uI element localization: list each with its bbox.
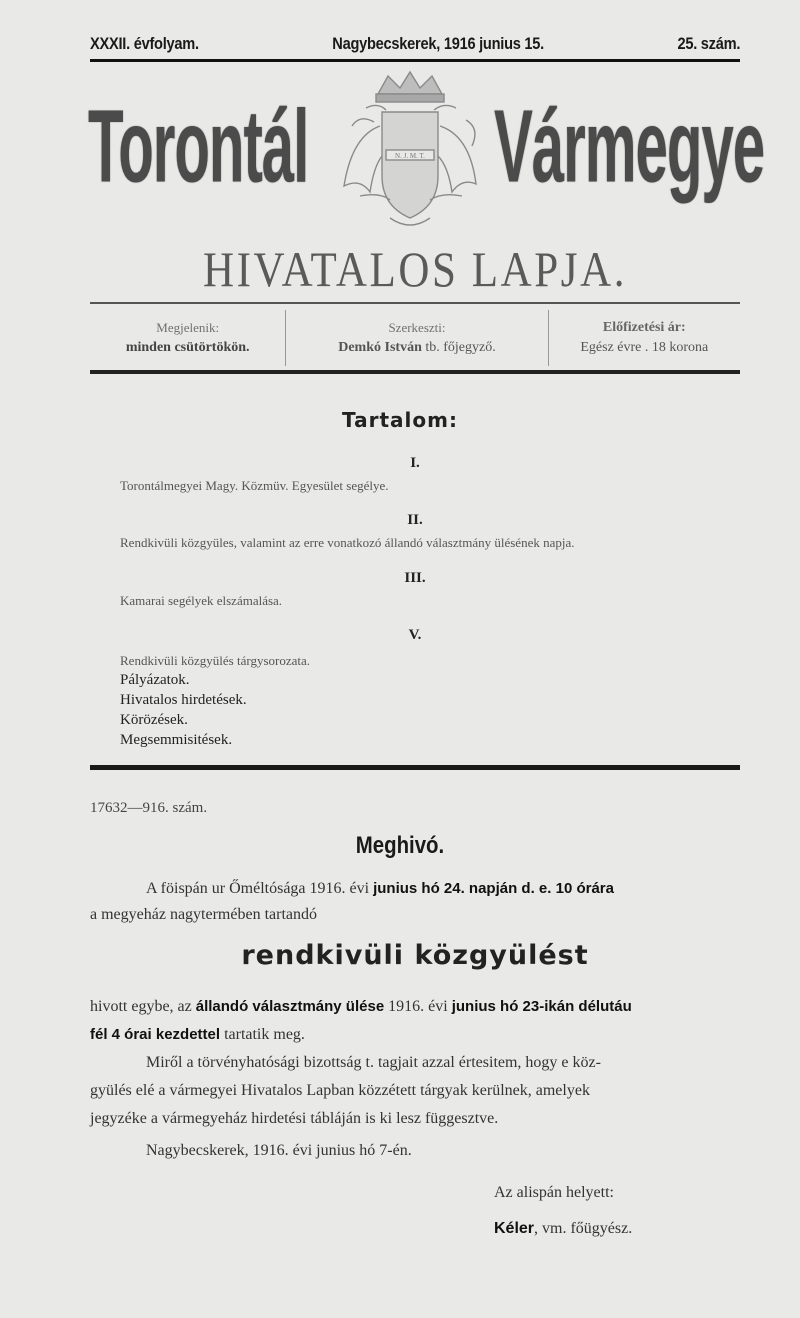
title-left: Torontál: [88, 88, 309, 204]
emphasis-heading: rendkivüli közgyülést: [241, 940, 589, 971]
paragraph-line: a megyeház nagytermében tartandó: [90, 906, 317, 923]
volume-label: XXXII. évfolyam.: [90, 34, 199, 53]
contents-heading: Tartalom:: [342, 408, 458, 432]
editor-title: tb. főjegyző.: [421, 340, 496, 355]
contents-item: Kamarai segélyek elszámalása.: [120, 593, 283, 608]
title-right: Vármegye: [494, 88, 765, 204]
contents-item: Torontálmegyei Magy. Közmüv. Egyesület segélye.: [120, 478, 389, 493]
published-value: minden csütörtökön.: [125, 340, 250, 355]
paragraph-line: hivott egybe, az állandó választmány ülése 1916. évi junius hó 23-ikán délutáu: [90, 998, 632, 1015]
crest-inscription: N. J. M. T.: [395, 152, 425, 160]
publication-schedule: [90, 310, 286, 366]
masthead-info-line: [90, 34, 740, 54]
place-date: Nagybecskerek, 1916 junius 15.: [332, 34, 544, 53]
section-numeral: II.: [407, 512, 423, 528]
published-label: Megjelenik:: [156, 320, 220, 335]
contents-item: Megsemmisitések.: [120, 732, 233, 748]
divider: [90, 302, 740, 304]
contents-item: Hivatalos hirdetések.: [120, 692, 247, 708]
editor-info: [286, 310, 548, 366]
subtitle: HIVATALOS LAPJA.: [202, 241, 628, 297]
section-numeral: V.: [408, 627, 422, 643]
contents-item: Körözések.: [120, 712, 188, 728]
divider: [90, 59, 740, 62]
section-numeral: I.: [410, 455, 420, 471]
editor-label: Szerkeszti:: [388, 320, 446, 335]
notice-heading: Meghivó.: [355, 832, 445, 859]
contents-item: Rendkivüli közgyülés tárgysorozata.: [120, 653, 311, 668]
paragraph-line: Miről a törvényhatósági bizottság t. tagjait azzal értesitem, hogy e köz-: [146, 1054, 601, 1071]
paragraph-line: jegyzéke a vármegyeház hirdetési tábláján is ki lesz függesztve.: [90, 1110, 499, 1127]
subscription-price: [549, 310, 740, 366]
paragraph-line: fél 4 órai kezdettel tartatik meg.: [90, 1026, 305, 1043]
divider: [90, 765, 740, 770]
paragraph-line: gyülés elé a vármegyei Hivatalos Lapban közzétett tárgyak kerülnek, amelyek: [90, 1082, 590, 1099]
dateline: Nagybecskerek, 1916. évi junius hó 7-én.: [146, 1142, 412, 1159]
divider: [90, 370, 740, 374]
price-label: Előfizetési ár:: [602, 320, 686, 335]
editor-name: Demkó István: [338, 340, 422, 355]
price-value: Egész évre . 18 korona: [580, 340, 709, 355]
contents-item: Rendkivüli közgyüles, valamint az erre vonatkozó állandó választmány ülésének napja.: [120, 535, 575, 550]
issue-number: 25. szám.: [677, 34, 741, 53]
contents-item: Pályázatok.: [120, 672, 190, 688]
info-bar: [90, 310, 740, 366]
signature-line: Az alispán helyett:: [494, 1184, 614, 1201]
coat-of-arms-icon: [330, 66, 490, 234]
signature-name: Kéler, vm. főügyész.: [494, 1220, 633, 1237]
paragraph-line: A föispán ur Őméltósága 1916. évi junius hó 24. napján d. e. 10 órára: [146, 880, 614, 897]
section-numeral: III.: [404, 570, 426, 586]
document-number: 17632—916. szám.: [90, 800, 208, 816]
